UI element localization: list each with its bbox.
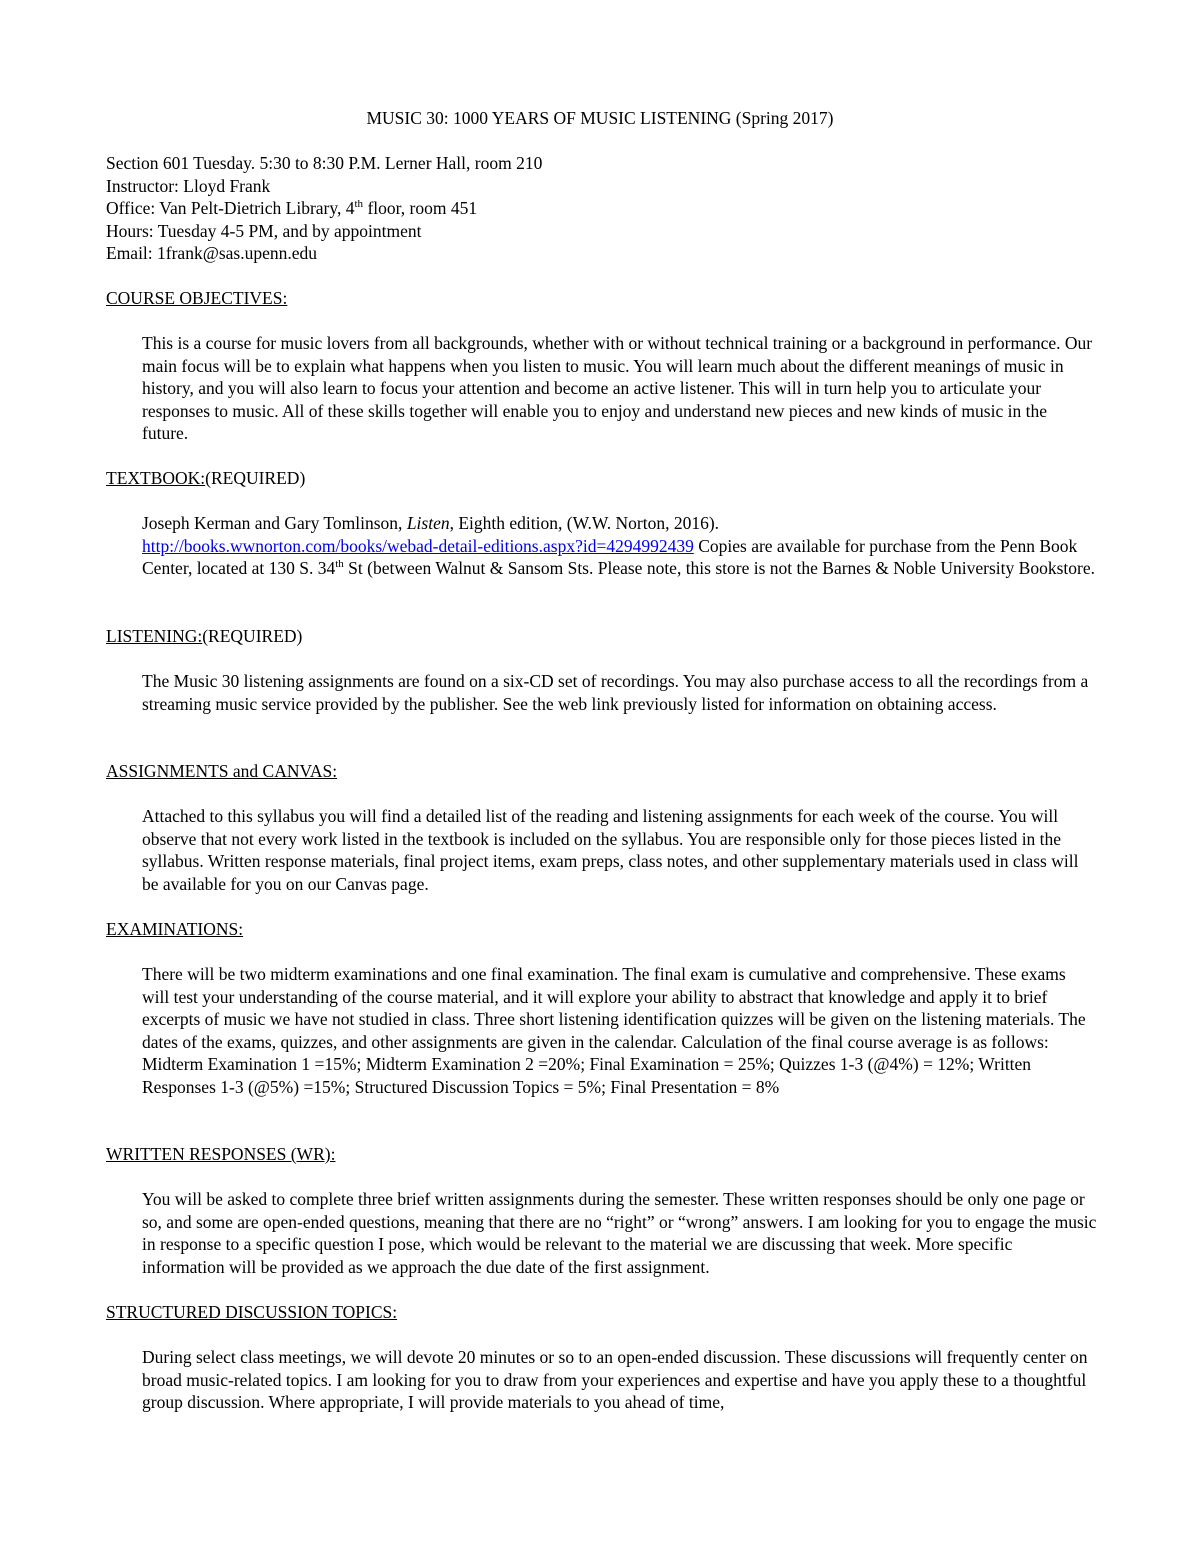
textbook-purchase	[142, 535, 1097, 580]
office-suffix: floor, room 451	[363, 198, 478, 218]
office-prefix: Office: Van Pelt-Dietrich Library, 4	[106, 198, 355, 218]
examinations-heading: EXAMINATIONS:	[106, 919, 244, 939]
instructor-line: Instructor: Lloyd Frank	[106, 175, 271, 196]
assignments-body: Attached to this syllabus you will find a detailed list of the reading and listening assignments for each week of the course. You will observe that not every work listed in the textbook is included on the syllabus. You are responsible only for those pieces listed in the syllabus. Written response materials, final project items, exam preps, class notes, and other supplementary materials used in class will be available for you on our Canvas page.	[142, 806, 1079, 894]
objectives-heading: COURSE OBJECTIVES:	[106, 288, 288, 308]
textbook-link[interactable]: http://books.wwnorton.com/books/webad-detail-editions.aspx?id=4294992439	[142, 535, 694, 556]
section-line: Section 601 Tuesday. 5:30 to 8:30 P.M. Lerner Hall, room 210	[106, 153, 543, 173]
objectives-body: This is a course for music lovers from all backgrounds, whether with or without technical training or a background in performance. Our main focus will be to explain what happens when you listen to music. You will learn much about the different meanings of music in history, and you will also learn to focus your attention and become an active listener. This will in turn help you to articulate your responses to music. All of these skills together will enable you to enjoy and understand new pieces and new kinds of music in the future.	[142, 333, 1093, 443]
document-title: MUSIC 30: 1000 YEARS OF MUSIC LISTENING (Spring 2017)	[366, 108, 834, 128]
purchase-suffix: St (between Walnut & Sansom Sts. Please note, this store is not the Barnes & Noble University Bookstore.	[343, 558, 1095, 578]
assignments-heading: ASSIGNMENTS and CANVAS:	[106, 761, 338, 781]
written-responses-heading: WRITTEN RESPONSES (WR):	[106, 1144, 336, 1164]
textbook-citation	[142, 512, 1097, 535]
discussion-body: During select class meetings, we will devote 20 minutes or so to an open-ended discussion. These discussions will frequently center on broad music-related topics. I am looking for you to draw from your experiences and expertise and have you apply these to a thoughtful group discussion. Where appropriate, I will provide materials to you ahead of time,	[142, 1347, 1088, 1412]
office-line	[106, 197, 542, 220]
listening-body: The Music 30 listening assignments are found on a six-CD set of recordings. You may also purchase access to all the recordings from a streaming music service provided by the publisher. See the web link previously listed for information on obtaining access.	[142, 671, 1089, 714]
textbook-heading-label: TEXTBOOK:	[106, 468, 206, 488]
textbook-authors: Joseph Kerman and Gary Tomlinson,	[142, 513, 407, 533]
textbook-heading-note: (REQUIRED)	[205, 468, 306, 488]
course-info-block	[106, 152, 542, 265]
hours-line: Hours: Tuesday 4-5 PM, and by appointment	[106, 220, 422, 241]
purchase-superscript: th	[335, 558, 344, 571]
written-responses-body: You will be asked to complete three brief written assignments during the semester. These written responses should be only one page or so, and some are open-ended questions, meaning that there are no “right” or “wrong” answers. I am looking for you to engage the music in response to a specific question I pose, which would be relevant to the material we are discussing that week. More specific information will be provided as we approach the due date of the first assignment.	[142, 1189, 1097, 1277]
discussion-heading: STRUCTURED DISCUSSION TOPICS:	[106, 1302, 398, 1322]
textbook-heading	[106, 467, 305, 490]
textbook-title: Listen	[406, 513, 450, 533]
listening-heading	[106, 625, 302, 648]
email-line: Email: 1frank@sas.upenn.edu	[106, 243, 317, 263]
office-superscript: th	[354, 198, 364, 211]
listening-heading-label: LISTENING:	[106, 626, 203, 646]
listening-heading-note: (REQUIRED)	[202, 626, 303, 646]
examinations-body: There will be two midterm examinations and one final examination. The final exam is cumulative and comprehensive. These exams will test your understanding of the course material, and it will explore your ability to abstract that knowledge and apply it to brief excerpts of music we have not studied in class. Three short listening identification quizzes will be given on the listening materials. The dates of the exams, quizzes, and other assignments are given in the calendar. Calculation of the final course average is as follows: Midterm Examination 1 =15%; Midterm Examination 2 =20%; Final Examination = 25%; Quizzes 1-3 (@4%) = 12%; Written Responses 1-3 (@5%) =15%; Structured Discussion Topics = 5%; Final Presentation = 8%	[142, 964, 1086, 1097]
purchase-prefix: Copies are available for purchase from the Penn Book Center, located at 130 S. 34	[142, 535, 1078, 578]
textbook-body	[142, 512, 1097, 580]
textbook-edition: , Eighth edition, (W.W. Norton, 2016).	[449, 513, 720, 533]
